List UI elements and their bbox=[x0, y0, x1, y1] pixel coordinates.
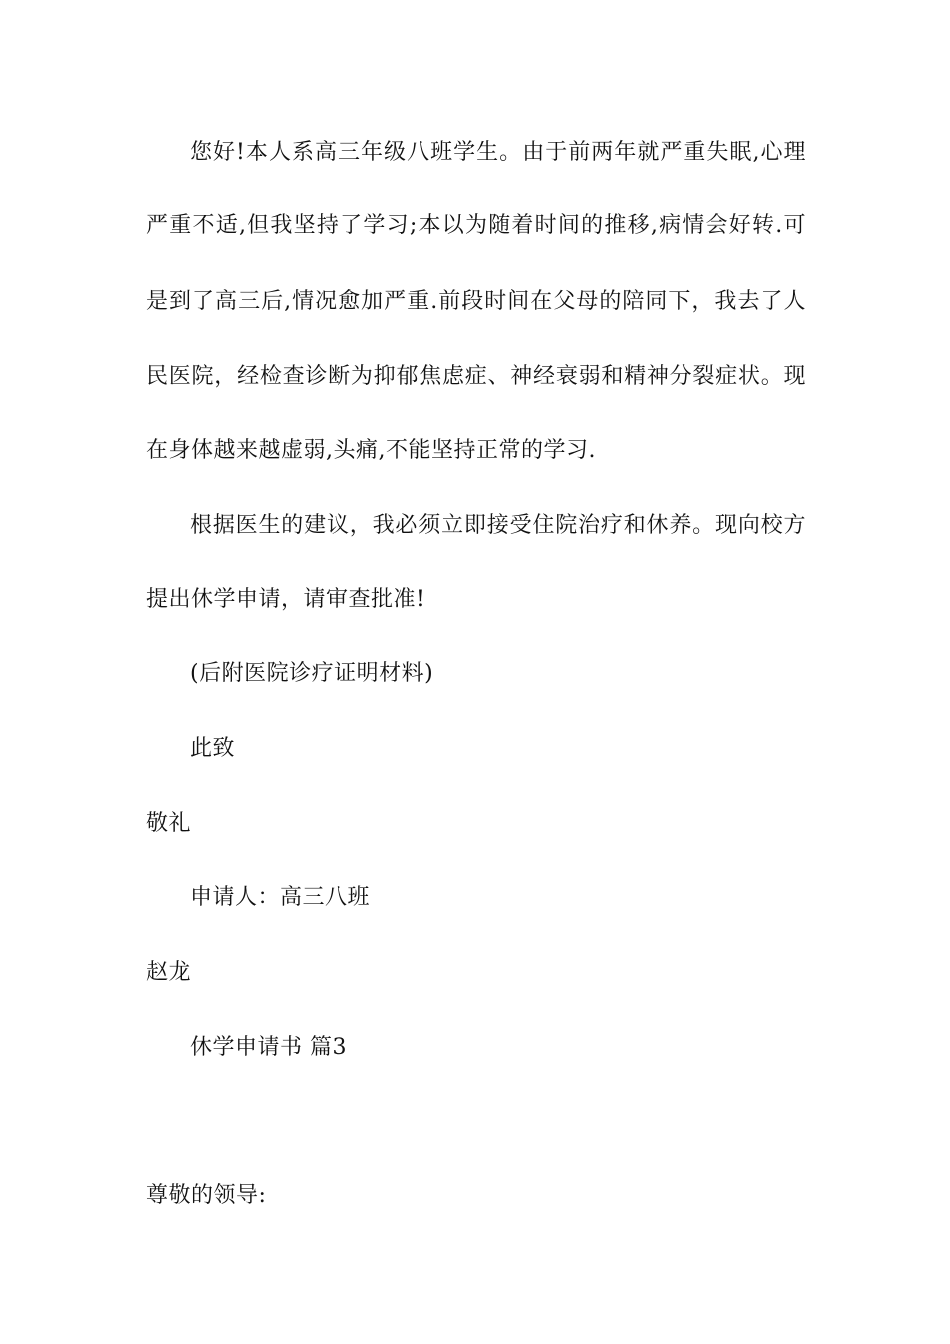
next-section-title: 休学申请书 篇3 bbox=[190, 1035, 347, 1060]
paragraph-1-line-4: 民医院，经检查诊断为抑郁焦虑症、神经衰弱和精神分裂症状。现 bbox=[146, 364, 806, 389]
paragraph-1-line-5: 在身体越来越虚弱,头痛,不能坚持正常的学习. bbox=[146, 438, 596, 463]
paragraph-1-line-2: 严重不适,但我坚持了学习;本以为随着时间的推移,病情会好转.可 bbox=[146, 213, 806, 238]
paragraph-1-line-3: 是到了高三后,情况愈加严重.前段时间在父母的陪同下，我去了人 bbox=[146, 289, 806, 314]
paragraph-2-line-2: 提出休学申请，请审查批准! bbox=[146, 587, 426, 612]
applicant-name: 赵龙 bbox=[146, 960, 192, 985]
attachment-note: (后附医院诊疗证明材料) bbox=[190, 661, 434, 686]
next-greeting: 尊敬的领导: bbox=[146, 1183, 267, 1208]
paragraph-1-line-1: 您好!本人系高三年级八班学生。由于前两年就严重失眠,心理 bbox=[190, 140, 806, 165]
paragraph-2-line-1: 根据医生的建议，我必须立即接受住院治疗和休养。现向校方 bbox=[190, 513, 806, 538]
salutation-close: 敬礼 bbox=[146, 811, 192, 836]
closing-text: 此致 bbox=[190, 736, 236, 761]
applicant-line: 申请人：高三八班 bbox=[190, 885, 371, 910]
